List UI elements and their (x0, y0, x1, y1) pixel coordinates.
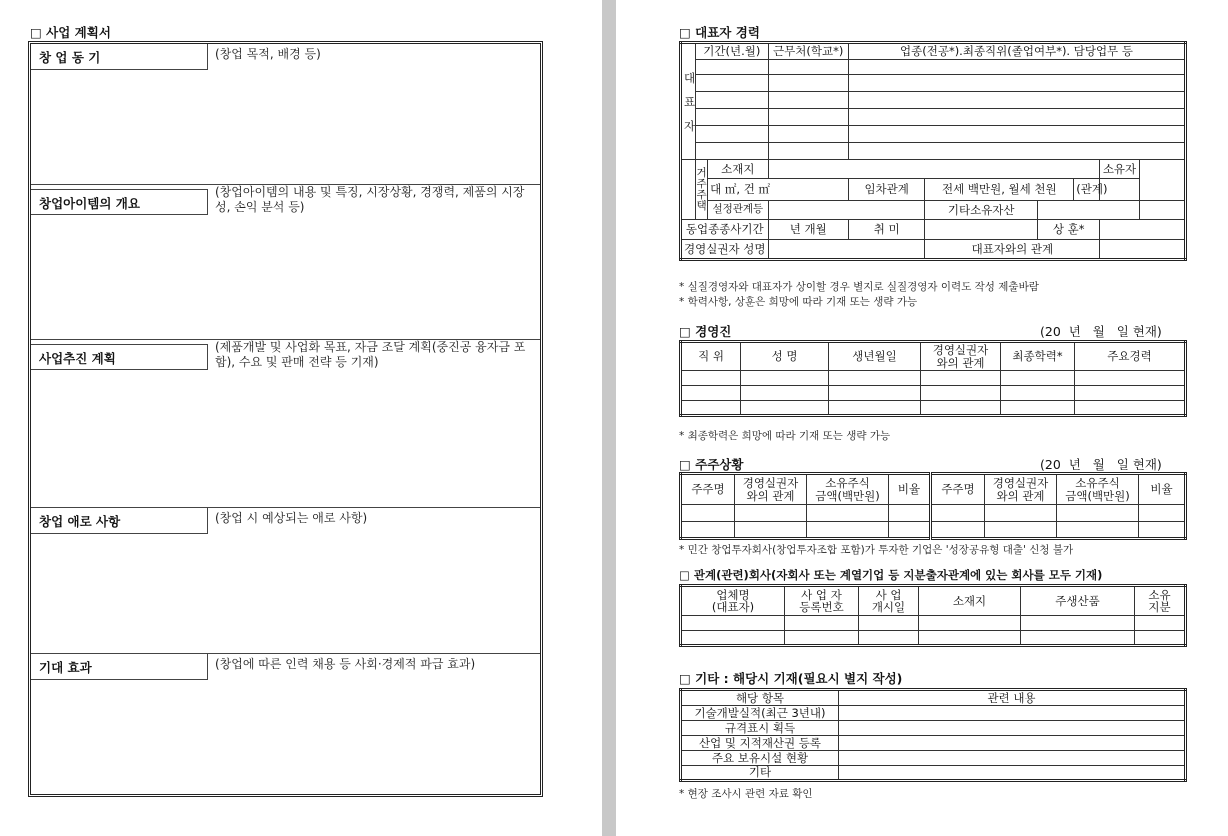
share-cell[interactable] (1057, 505, 1139, 522)
location-label: 소재지 (708, 160, 768, 179)
mgmt-cell[interactable] (741, 401, 829, 416)
career-cell[interactable] (696, 126, 768, 143)
location-field[interactable] (768, 160, 1100, 179)
related-header: 사 업 자 등록번호 (785, 586, 859, 616)
mgmt-cell[interactable] (1001, 386, 1075, 401)
other-asset-field[interactable] (1038, 201, 1140, 220)
career-note: * 실질경영자와 대표자가 상이할 경우 별지로 실질경영자 이력도 작성 제출바람 (679, 281, 1039, 293)
career-cell[interactable] (768, 75, 848, 92)
plan-description: (창업 시 예상되는 애로 사항) (215, 511, 368, 525)
mgmt-cell[interactable] (829, 371, 921, 386)
share-cell[interactable] (1139, 505, 1186, 522)
career-cell[interactable] (848, 75, 1185, 92)
career-cell[interactable] (768, 109, 848, 126)
page-gutter (602, 0, 616, 836)
career-cell[interactable] (696, 75, 768, 92)
etc-content[interactable] (839, 751, 1186, 766)
share-cell[interactable] (1057, 522, 1139, 539)
career-side-label: 대 표 자 (681, 43, 696, 160)
share-cell[interactable] (735, 505, 807, 522)
etc-table (679, 688, 1187, 782)
etc-header: 관련 내용 (839, 690, 1186, 706)
related-cell[interactable] (1135, 631, 1186, 646)
business-plan-box (28, 41, 543, 797)
shareholder-date: (20 년 월 일 현재) (1040, 457, 1162, 472)
etc-content[interactable] (839, 736, 1186, 751)
share-header: 경영실권자 와의 관계 (985, 474, 1057, 505)
career-cell[interactable] (768, 92, 848, 109)
relation-rep-label: 대표자와의 관계 (925, 240, 1100, 260)
right-page (616, 0, 1228, 836)
mgmt-cell[interactable] (741, 386, 829, 401)
related-cell[interactable] (859, 631, 919, 646)
career-cell[interactable] (848, 60, 1185, 75)
career-cell[interactable] (768, 126, 848, 143)
award-label: 상 훈* (1038, 220, 1100, 240)
related-header: 주생산품 (1021, 586, 1135, 616)
etc-item: 기술개발실적(최근 3년내) (681, 706, 839, 721)
shareholder-note: * 민간 창업투자회사(창업투자조합 포함)가 투자한 기업은 '성장공유형 대출' 신청 불가 (679, 544, 1074, 556)
award-field[interactable] (1100, 220, 1186, 240)
plan-description: (창업에 따른 인력 채용 등 사회·경제적 파급 효과) (215, 657, 476, 671)
plan-section-item-overview (31, 184, 540, 339)
related-cell[interactable] (681, 631, 785, 646)
mgmt-header: 경영실권자 와의 관계 (921, 342, 1001, 371)
career-cell[interactable] (848, 92, 1185, 109)
manager-name-field[interactable] (768, 240, 925, 260)
career-header: 기간(년.월) (696, 43, 768, 60)
etc-content[interactable] (839, 706, 1186, 721)
manager-name-label: 경영실권자 성명 (681, 240, 769, 260)
mgmt-cell[interactable] (681, 386, 741, 401)
plan-section-motivation (31, 44, 540, 184)
career-cell[interactable] (848, 143, 1185, 160)
career-cell[interactable] (696, 109, 768, 126)
related-cell[interactable] (919, 616, 1021, 631)
share-header: 주주명 (931, 474, 985, 505)
share-cell[interactable] (807, 505, 889, 522)
mgmt-cell[interactable] (921, 386, 1001, 401)
plan-label: 사업추진 계획 (31, 344, 208, 370)
mgmt-cell[interactable] (829, 401, 921, 416)
mgmt-header: 직 위 (681, 342, 741, 371)
hobby-field[interactable] (925, 220, 1038, 240)
residence-label: 거 주 주 택 (696, 160, 708, 220)
share-header: 소유주식 금액(백만원) (1057, 474, 1139, 505)
related-header: 업체명 (대표자) (681, 586, 785, 616)
related-cell[interactable] (859, 616, 919, 631)
etc-item: 산업 및 지적재산권 등록 (681, 736, 839, 751)
owner-label: 소유자 (1100, 160, 1139, 179)
etc-content[interactable] (839, 766, 1186, 781)
mgmt-cell[interactable] (1001, 401, 1075, 416)
related-cell[interactable] (681, 616, 785, 631)
career-table (679, 41, 1187, 261)
career-cell[interactable] (848, 126, 1185, 143)
share-cell[interactable] (681, 505, 735, 522)
shareholder-table (679, 472, 1187, 540)
mgmt-cell[interactable] (741, 371, 829, 386)
mortgage-field[interactable] (768, 201, 925, 220)
share-header: 비율 (889, 474, 931, 505)
related-company-title: □ 관계(관련)회사(자회사 또는 계열기업 등 지분출자관계에 있는 회사를 모두 기재) (679, 568, 1103, 582)
plan-label: 창업 애로 사항 (31, 508, 208, 534)
relation-label: (관계) (1074, 179, 1100, 201)
career-cell[interactable] (848, 109, 1185, 126)
share-cell[interactable] (1139, 522, 1186, 539)
related-cell[interactable] (1021, 616, 1135, 631)
etc-item: 규격표시 획득 (681, 721, 839, 736)
share-cell[interactable] (889, 505, 931, 522)
related-header: 소재지 (919, 586, 1021, 616)
career-cell[interactable] (696, 92, 768, 109)
owner-field[interactable] (1139, 160, 1185, 201)
mgmt-cell[interactable] (681, 401, 741, 416)
same-industry-label: 동업종종사기간 (681, 220, 769, 240)
lease-label: 임차관계 (848, 179, 924, 201)
share-cell[interactable] (735, 522, 807, 539)
career-note: * 학력사항, 상훈은 희망에 따라 기재 또는 생략 가능 (679, 296, 918, 308)
career-side-blank (681, 160, 696, 220)
related-cell[interactable] (785, 631, 859, 646)
career-cell[interactable] (768, 143, 848, 160)
share-cell[interactable] (985, 505, 1057, 522)
etc-item: 주요 보유시설 현황 (681, 751, 839, 766)
plan-section-promotion-plan (31, 339, 540, 507)
career-cell[interactable] (768, 60, 848, 75)
plan-description: (창업아이템의 내용 및 특징, 시장상황, 경쟁력, 제품의 시장성, 손익 분석 등) (215, 185, 525, 214)
mgmt-cell[interactable] (1075, 386, 1186, 401)
related-header: 사 업 개시일 (859, 586, 919, 616)
related-cell[interactable] (1021, 631, 1135, 646)
plan-description: (제품개발 및 사업화 목표, 자금 조달 계획(중진공 융자금 포함), 수요 및 판매 전략 등 기재) (215, 340, 526, 369)
career-cell[interactable] (696, 60, 768, 75)
plan-label: 창 업 동 기 (31, 44, 208, 70)
hobby-label: 취 미 (848, 220, 924, 240)
business-plan-title: □ 사업 계획서 (30, 25, 111, 40)
mgmt-header: 주요경력 (1075, 342, 1186, 371)
share-cell[interactable] (807, 522, 889, 539)
mgmt-header: 성 명 (741, 342, 829, 371)
career-header: 업종(전공*).최종직위(졸업여부*). 담당업무 등 (848, 43, 1185, 60)
related-cell[interactable] (1135, 616, 1186, 631)
management-title: □ 경영진 (679, 324, 732, 339)
share-cell[interactable] (985, 522, 1057, 539)
management-table (679, 340, 1187, 417)
share-cell[interactable] (931, 505, 985, 522)
plan-label: 창업아이템의 개요 (31, 189, 208, 215)
plan-description: (창업 목적, 배경 등) (215, 47, 321, 61)
mgmt-header: 생년월일 (829, 342, 921, 371)
shareholder-title: □ 주주상황 (679, 457, 744, 472)
mgmt-cell[interactable] (1075, 371, 1186, 386)
share-cell[interactable] (889, 522, 931, 539)
plan-section-difficulties (31, 507, 540, 653)
career-title: □ 대표자 경력 (679, 25, 760, 40)
etc-content[interactable] (839, 721, 1186, 736)
mgmt-cell[interactable] (829, 386, 921, 401)
mgmt-cell[interactable] (921, 401, 1001, 416)
left-page (0, 0, 600, 836)
same-industry-years: 년 개월 (768, 220, 848, 240)
etc-header: 해당 항목 (681, 690, 839, 706)
area-field: 대 ㎡, 건 ㎡ (708, 179, 849, 201)
plan-label: 기대 효과 (31, 654, 208, 680)
etc-note: * 현장 조사시 관련 자료 확인 (679, 788, 813, 800)
related-cell[interactable] (785, 616, 859, 631)
mgmt-cell[interactable] (1001, 371, 1075, 386)
relation-rep-field[interactable] (1100, 240, 1186, 260)
etc-title: □ 기타 : 해당시 기재(필요시 별지 작성) (679, 671, 903, 686)
related-cell[interactable] (919, 631, 1021, 646)
share-header: 소유주식 금액(백만원) (807, 474, 889, 505)
related-header: 소유 지분 (1135, 586, 1186, 616)
etc-item: 기타 (681, 766, 839, 781)
mgmt-cell[interactable] (681, 371, 741, 386)
deposit-field: 전세 백만원, 월세 천원 (925, 179, 1074, 201)
career-cell[interactable] (696, 143, 768, 160)
mgmt-cell[interactable] (1075, 401, 1186, 416)
share-cell[interactable] (931, 522, 985, 539)
management-date: (20 년 월 일 현재) (1040, 324, 1162, 339)
share-cell[interactable] (681, 522, 735, 539)
share-header: 비율 (1139, 474, 1186, 505)
share-header: 경영실권자 와의 관계 (735, 474, 807, 505)
mgmt-header: 최종학력* (1001, 342, 1075, 371)
share-header: 주주명 (681, 474, 735, 505)
mgmt-cell[interactable] (921, 371, 1001, 386)
related-company-table (679, 584, 1187, 647)
management-note: * 최종학력은 희망에 따라 기재 또는 생략 가능 (679, 430, 891, 442)
mortgage-label: 설정관계등 (708, 201, 768, 220)
plan-section-expected-effect (31, 653, 540, 794)
other-asset-label: 기타소유자산 (925, 201, 1038, 220)
career-header: 근무처(학교*) (768, 43, 848, 60)
